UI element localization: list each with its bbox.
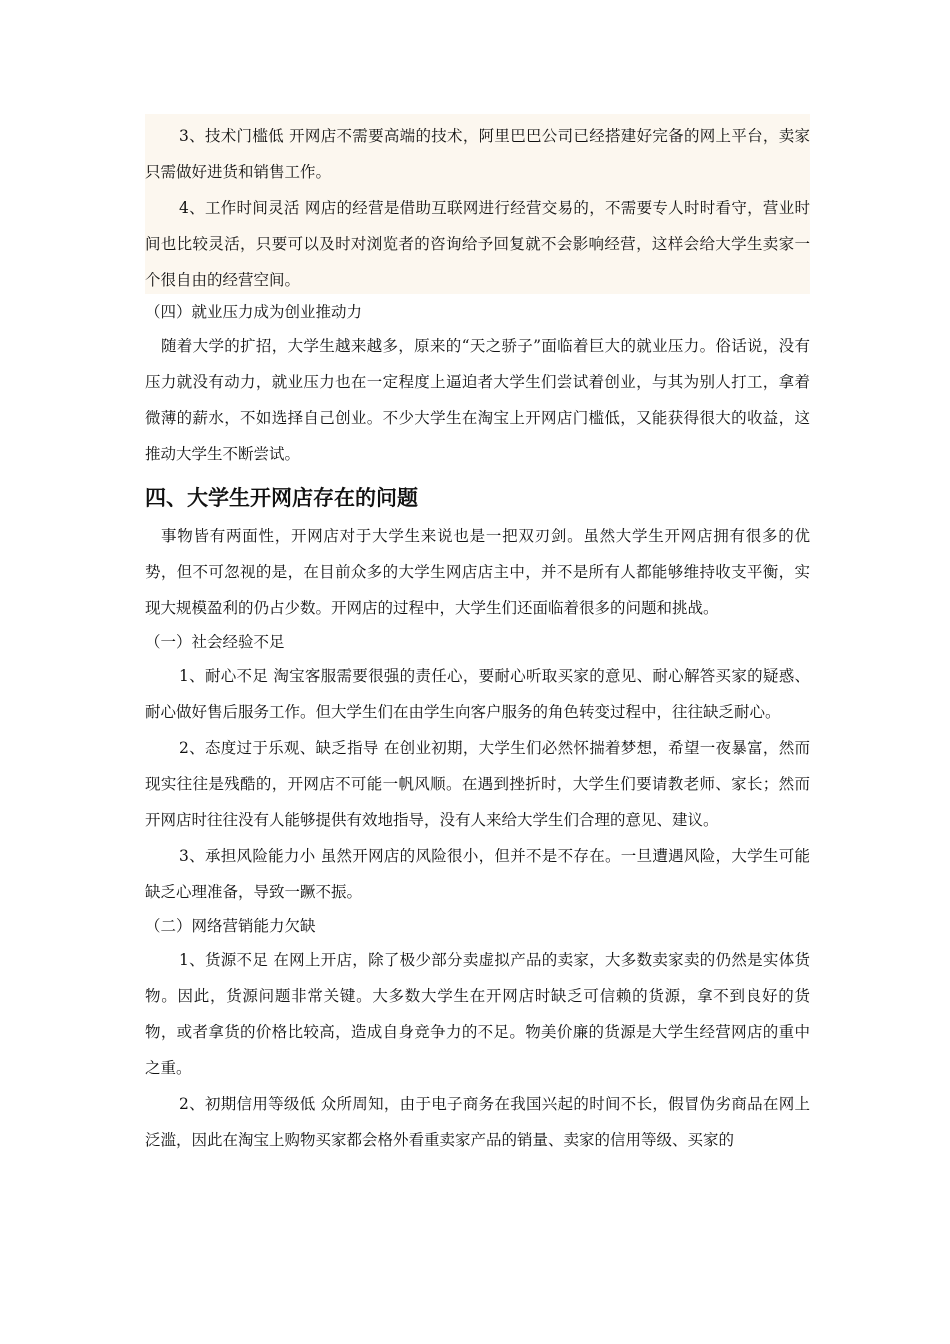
paragraph-attitude: 2、态度过于乐观、缺乏指导 在创业初期，大学生们必然怀揣着梦想，希望一夜暴富，然而现实往往是残酷的，开网店不可能一帆风顺。在遇到挫折时，大学生们要请教老师、家长；然而开网店时往往没有人能够提供有效地指导，没有人来给大学生们合理的意见、建议。 bbox=[145, 739, 810, 829]
paragraph-supply: 1、货源不足 在网上开店，除了极少部分卖虚拟产品的卖家，大多数卖家卖的仍然是实体货物。因此，货源问题非常关键。大多数大学生在开网店时缺乏可信赖的货源，拿不到良好的货物，或者拿货的价格比较高，造成自身竞争力的不足。物美价廉的货源是大学生经营网店的重中之重。 bbox=[145, 951, 810, 1077]
paragraph-two-sides: 事物皆有两面性，开网店对于大学生来说也是一把双刃剑。虽然大学生开网店拥有很多的优势，但不可忽视的是，在目前众多的大学生网店店主中，并不是所有人都能够维持收支平衡，实现大规模盈利的仍占少数。开网店的过程中，大学生们还面临着很多的问题和挑战。 bbox=[145, 527, 810, 617]
chapter-4-block bbox=[145, 478, 810, 1158]
paragraph-patience: 1、耐心不足 淘宝客服需要很强的责任心，要耐心听取买家的意见、耐心解答买家的疑惑、耐心做好售后服务工作。但大学生们在由学生向客户服务的角色转变过程中，往往缺乏耐心。 bbox=[145, 667, 810, 721]
section-4-block bbox=[145, 296, 810, 472]
subheading-employment-pressure: （四）就业压力成为创业推动力 bbox=[145, 303, 363, 321]
chapter-heading: 四、大学生开网店存在的问题 bbox=[145, 486, 418, 510]
shaded-section bbox=[145, 114, 810, 294]
subheading-social-experience: （一）社会经验不足 bbox=[145, 633, 285, 651]
paragraph-credit: 2、初期信用等级低 众所周知，由于电子商务在我国兴起的时间不长，假冒伪劣商品在网上泛滥，因此在淘宝上购物买家都会格外看重卖家产品的销量、卖家的信用等级、买家的 bbox=[145, 1095, 810, 1149]
paragraph-risk: 3、承担风险能力小 虽然开网店的风险很小，但并不是不存在。一旦遭遇风险，大学生可能缺乏心理准备，导致一蹶不振。 bbox=[145, 847, 810, 901]
subheading-marketing-ability: （二）网络营销能力欠缺 bbox=[145, 917, 316, 935]
paragraph-flexible-hours: 4、工作时间灵活 网店的经营是借助互联网进行经营交易的，不需要专人时时看守，营业时间也比较灵活，只要可以及时对浏览者的咨询给予回复就不会影响经营，这样会给大学生卖家一个很自由的经营空间。 bbox=[145, 199, 810, 289]
paragraph-tech-threshold: 3、技术门槛低 开网店不需要高端的技术，阿里巴巴公司已经搭建好完备的网上平台，卖家只需做好进货和销售工作。 bbox=[145, 127, 810, 181]
paragraph-employment-pressure: 随着大学的扩招，大学生越来越多，原来的“天之骄子”面临着巨大的就业压力。俗话说，没有压力就没有动力，就业压力也在一定程度上逼迫者大学生们尝试着创业，与其为别人打工，拿着微薄的薪水，不如选择自己创业。不少大学生在淘宝上开网店门槛低，又能获得很大的收益，这推动大学生不断尝试。 bbox=[145, 337, 810, 463]
